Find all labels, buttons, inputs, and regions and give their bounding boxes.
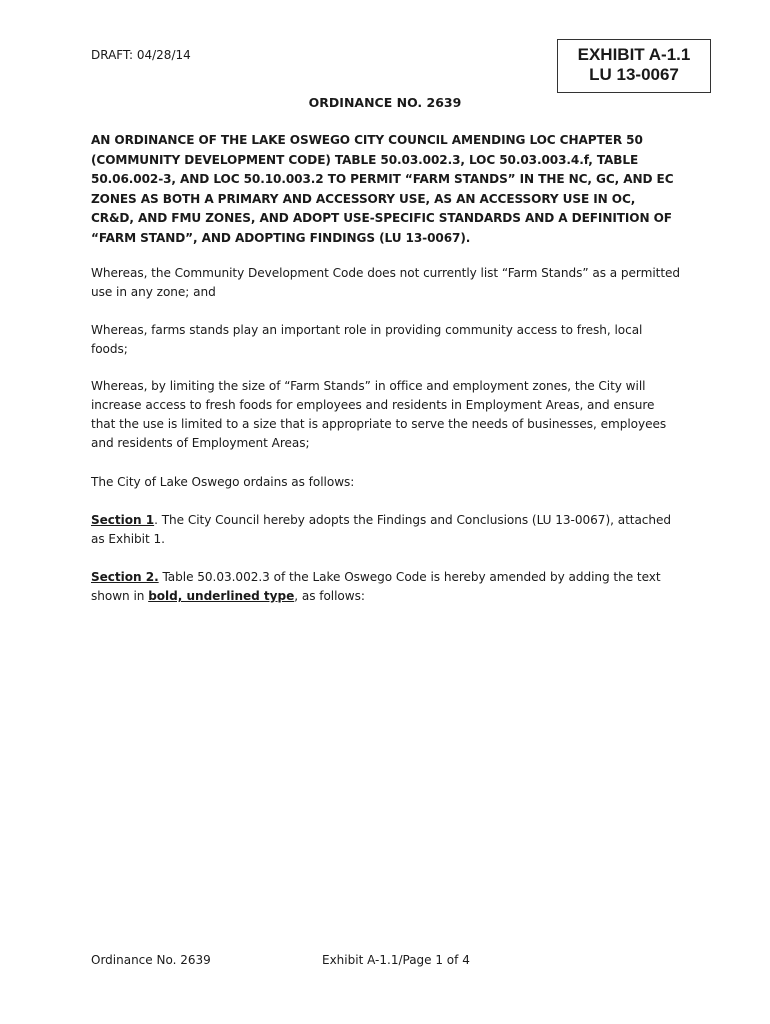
section-1-text: . The City Council hereby adopts the Findings and Conclusions (LU 13-0067), attached as Exhibit 1. xyxy=(91,513,672,546)
section-1 xyxy=(91,511,681,549)
whereas-paragraph-3: Whereas, by limiting the size of “Farm Stands” in office and employment zones, the City will increase access to fresh foods for employees and residents in Employment Areas, and ensure that the use is limited to a size that is appropriate to serve the needs of businesses, employees and residents of Employment Areas; xyxy=(91,379,667,450)
section-1-label: Section 1 xyxy=(91,513,155,527)
ordains-paragraph: The City of Lake Oswego ordains as follows: xyxy=(91,475,355,489)
footer-ordinance: Ordinance No. 2639 xyxy=(91,953,211,967)
whereas-paragraph-1: Whereas, the Community Development Code does not currently list “Farm Stands” as a permitted use in any zone; and xyxy=(91,266,681,299)
draft-date: DRAFT: 04/28/14 xyxy=(91,48,191,62)
exhibit-number: EXHIBIT A-1.1 xyxy=(577,45,691,64)
section-2-text: Table 50.03.002.3 of the Lake Oswego Code is hereby amended by adding the text shown in xyxy=(91,570,661,603)
exhibit-box xyxy=(557,39,711,93)
section-2-text-end: , as follows: xyxy=(294,589,365,603)
ordinance-title: ORDINANCE NO. 2639 xyxy=(308,95,462,110)
section-2-emphasis: bold, underlined type xyxy=(148,589,295,603)
section-2 xyxy=(91,568,681,606)
case-number: LU 13-0067 xyxy=(589,65,679,84)
section-2-label: Section 2. xyxy=(91,570,159,584)
whereas-paragraph-2: Whereas, farms stands play an important role in providing community access to fresh, local foods; xyxy=(91,323,643,356)
ordinance-heading: AN ORDINANCE OF THE LAKE OSWEGO CITY COUNCIL AMENDING LOC CHAPTER 50 (COMMUNITY DEVELOPMENT CODE) TABLE 50.03.002.3, LOC 50.03.003.4.f, TABLE 50.06.002-3, AND LOC 50.10.003.2 TO PERMIT “FARM STANDS” IN THE NC, GC, AND EC ZONES AS BOTH A PRIMARY AND ACCESSORY USE, AS AN ACCESSORY USE IN OC, CR&D, AND FMU ZONES, AND ADOPT USE-SPECIFIC STANDARDS AND A DEFINITION OF “FARM STAND”, AND ADOPTING FINDINGS (LU 13-0067). xyxy=(91,133,674,245)
footer-page-number: Exhibit A-1.1/Page 1 of 4 xyxy=(322,953,470,967)
